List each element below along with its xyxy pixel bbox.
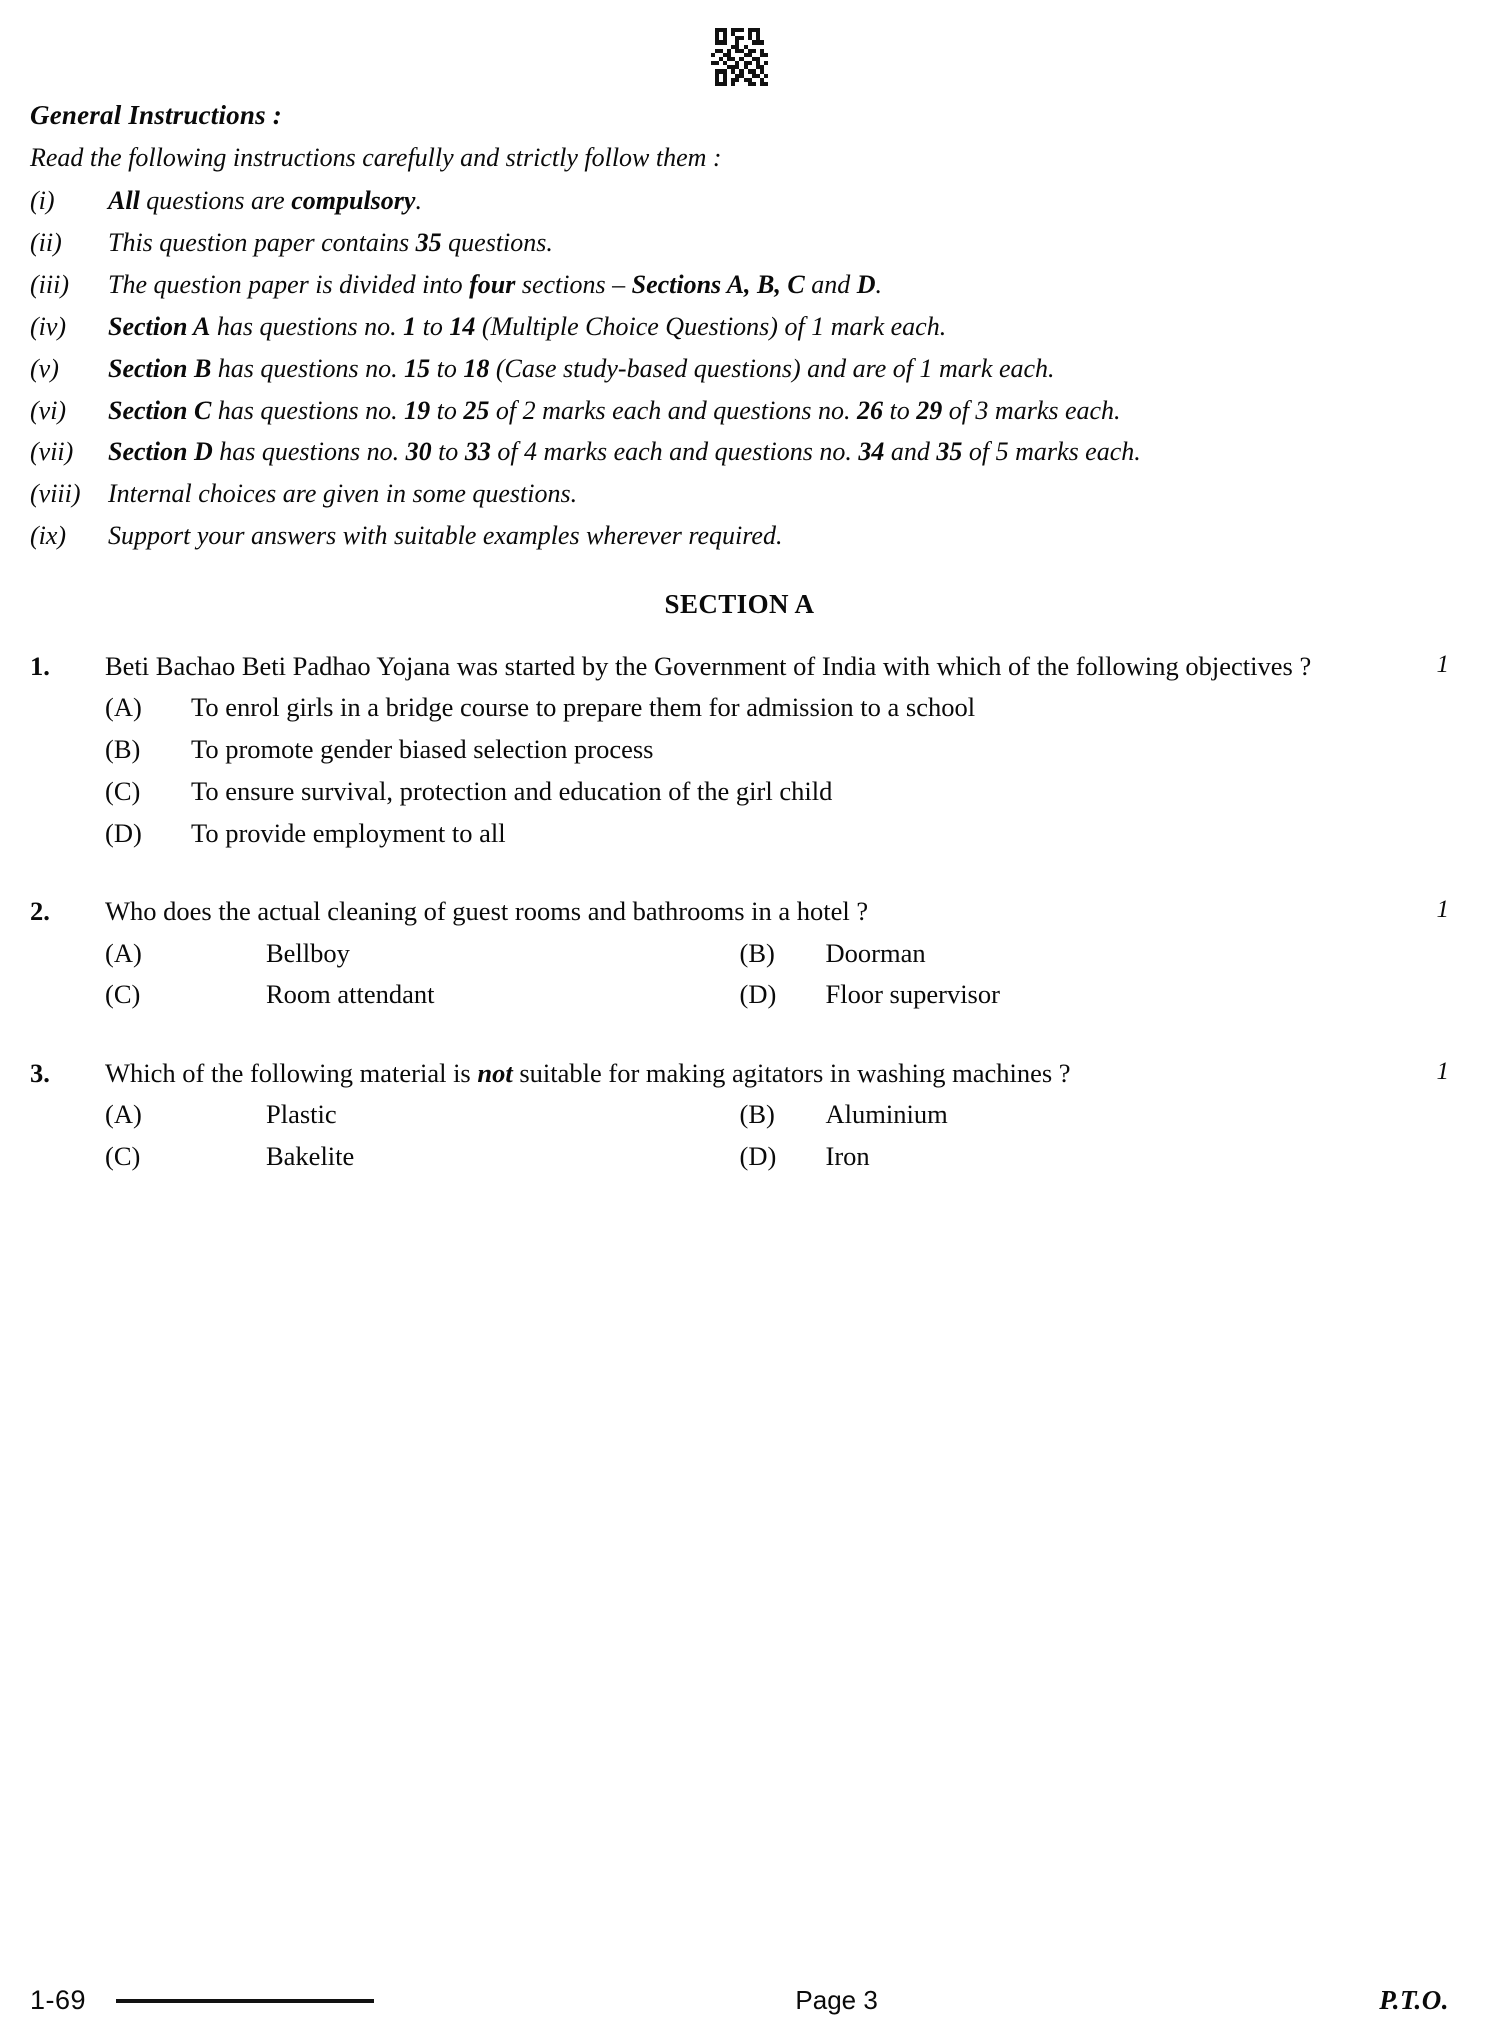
- option-item[interactable]: [740, 1095, 1450, 1135]
- option-item[interactable]: [30, 934, 740, 974]
- question-block: [30, 646, 1449, 881]
- option-text: Room attendant: [266, 979, 435, 1010]
- spacer: [30, 1017, 1449, 1043]
- general-instructions-lead: Read the following instructions carefully and strictly follow them :: [30, 143, 722, 172]
- option-label: (D): [739, 1141, 777, 1172]
- instruction-text: Section A has questions no. 1 to 14 (Multiple Choice Questions) of 1 mark each.: [108, 311, 947, 341]
- option-item[interactable]: [740, 975, 1450, 1015]
- instruction-marker: (iii): [30, 269, 69, 299]
- question-header: [30, 891, 1449, 931]
- question-number: 1.: [30, 651, 50, 682]
- instruction-marker: (v): [30, 353, 59, 383]
- instruction-marker: (iv): [30, 311, 67, 341]
- instructions-list: [30, 183, 1449, 555]
- question-number: 2.: [30, 896, 50, 927]
- question-block: [30, 1053, 1449, 1205]
- page-footer: [30, 1985, 1449, 2016]
- instruction-marker: (i): [30, 186, 55, 215]
- option-label: (D): [739, 979, 777, 1010]
- question-marks: 1: [1436, 651, 1449, 679]
- question-text: Who does the actual cleaning of guest rooms and bathrooms in a hotel ?: [105, 896, 869, 927]
- instruction-text: Section D has questions no. 30 to 33 of 4 marks each and questions no. 34 and 35 of 5 marks each.: [108, 437, 1141, 467]
- option-label: (B): [739, 1099, 775, 1130]
- question-marks: 1: [1436, 1058, 1449, 1086]
- qr-code-icon: [711, 28, 769, 86]
- instruction-item: [30, 309, 1449, 346]
- options-list: [30, 1095, 1449, 1177]
- option-label: (B): [105, 734, 141, 765]
- option-row: [30, 1137, 1449, 1177]
- footer-page-number: Page 3: [795, 1985, 878, 2015]
- section-a-heading: SECTION A: [664, 589, 815, 620]
- option-label: (D): [105, 817, 142, 848]
- option-item[interactable]: [30, 814, 1449, 854]
- option-item[interactable]: [30, 1137, 740, 1177]
- option-label: (A): [105, 937, 142, 968]
- option-text: To ensure survival, protection and education of the girl child: [191, 775, 833, 806]
- instruction-text: Support your answers with suitable examples wherever required.: [108, 521, 783, 551]
- option-text: To provide employment to all: [191, 817, 506, 848]
- option-text: To promote gender biased selection process: [191, 734, 654, 765]
- options-list: [30, 934, 1449, 1016]
- option-item[interactable]: [30, 730, 1449, 770]
- options-list: [30, 688, 1449, 853]
- instruction-item: [30, 434, 1449, 471]
- spacer: [30, 1179, 1449, 1205]
- option-label: (A): [105, 1099, 142, 1130]
- option-item[interactable]: [30, 975, 740, 1015]
- instruction-item: [30, 183, 1449, 220]
- question-header: [30, 646, 1449, 686]
- option-label: (C): [105, 775, 141, 806]
- instruction-text: This question paper contains 35 questions.: [108, 227, 553, 257]
- option-text: Floor supervisor: [825, 979, 1000, 1010]
- footer-paper-code: 1-69: [30, 1985, 87, 2015]
- instruction-item: [30, 225, 1449, 262]
- question-text: Which of the following material is not suitable for making agitators in washing machines ?: [105, 1058, 1071, 1089]
- instruction-text: Internal choices are given in some questions.: [108, 479, 578, 509]
- option-item[interactable]: [30, 772, 1449, 812]
- instruction-marker: (vii): [30, 437, 74, 467]
- option-label: (B): [739, 937, 775, 968]
- instruction-text: Section B has questions no. 15 to 18 (Case study-based questions) and are of 1 mark each.: [108, 353, 1055, 383]
- option-text: Doorman: [825, 937, 926, 968]
- question-header: [30, 1053, 1449, 1093]
- instruction-marker: (ix): [30, 521, 67, 551]
- questions-container: [30, 646, 1449, 1205]
- option-item[interactable]: [30, 688, 1449, 728]
- question-text: Beti Bachao Beti Padhao Yojana was started by the Government of India with which of the following objectives ?: [105, 651, 1312, 682]
- footer-pto-label: P.T.O.: [1379, 1985, 1449, 2015]
- option-row: [30, 934, 1449, 974]
- option-text: To enrol girls in a bridge course to prepare them for admission to a school: [191, 692, 976, 723]
- question-number: 3.: [30, 1058, 50, 1089]
- instruction-text: All questions are compulsory.: [108, 186, 422, 215]
- option-text: Bellboy: [266, 937, 350, 968]
- option-label: (C): [105, 979, 141, 1010]
- instruction-marker: (ii): [30, 227, 62, 257]
- option-row: [30, 975, 1449, 1015]
- instruction-marker: (viii): [30, 479, 81, 509]
- option-item[interactable]: [740, 1137, 1450, 1177]
- instruction-item: [30, 351, 1449, 388]
- option-row: [30, 1095, 1449, 1135]
- question-marks: 1: [1436, 896, 1449, 924]
- instruction-text: The question paper is divided into four sections – Sections A, B, C and D.: [108, 269, 883, 299]
- instruction-marker: (vi): [30, 395, 67, 425]
- option-text: Aluminium: [825, 1099, 948, 1130]
- option-label: (C): [105, 1141, 141, 1172]
- option-item[interactable]: [30, 1095, 740, 1135]
- instruction-item: [30, 267, 1449, 304]
- instruction-text: Section C has questions no. 19 to 25 of 2 marks each and questions no. 26 to 29 of 3 marks each.: [108, 395, 1121, 425]
- instruction-item: [30, 476, 1449, 513]
- instruction-item: [30, 393, 1449, 430]
- option-text: Iron: [825, 1141, 870, 1172]
- general-instructions-title: General Instructions :: [30, 100, 282, 130]
- question-block: [30, 891, 1449, 1043]
- spacer: [30, 855, 1449, 881]
- option-item[interactable]: [740, 934, 1450, 974]
- option-label: (A): [105, 692, 142, 723]
- option-text: Bakelite: [266, 1141, 355, 1172]
- option-text: Plastic: [266, 1099, 337, 1130]
- qr-code-container: [30, 28, 1449, 86]
- instruction-item: [30, 518, 1449, 555]
